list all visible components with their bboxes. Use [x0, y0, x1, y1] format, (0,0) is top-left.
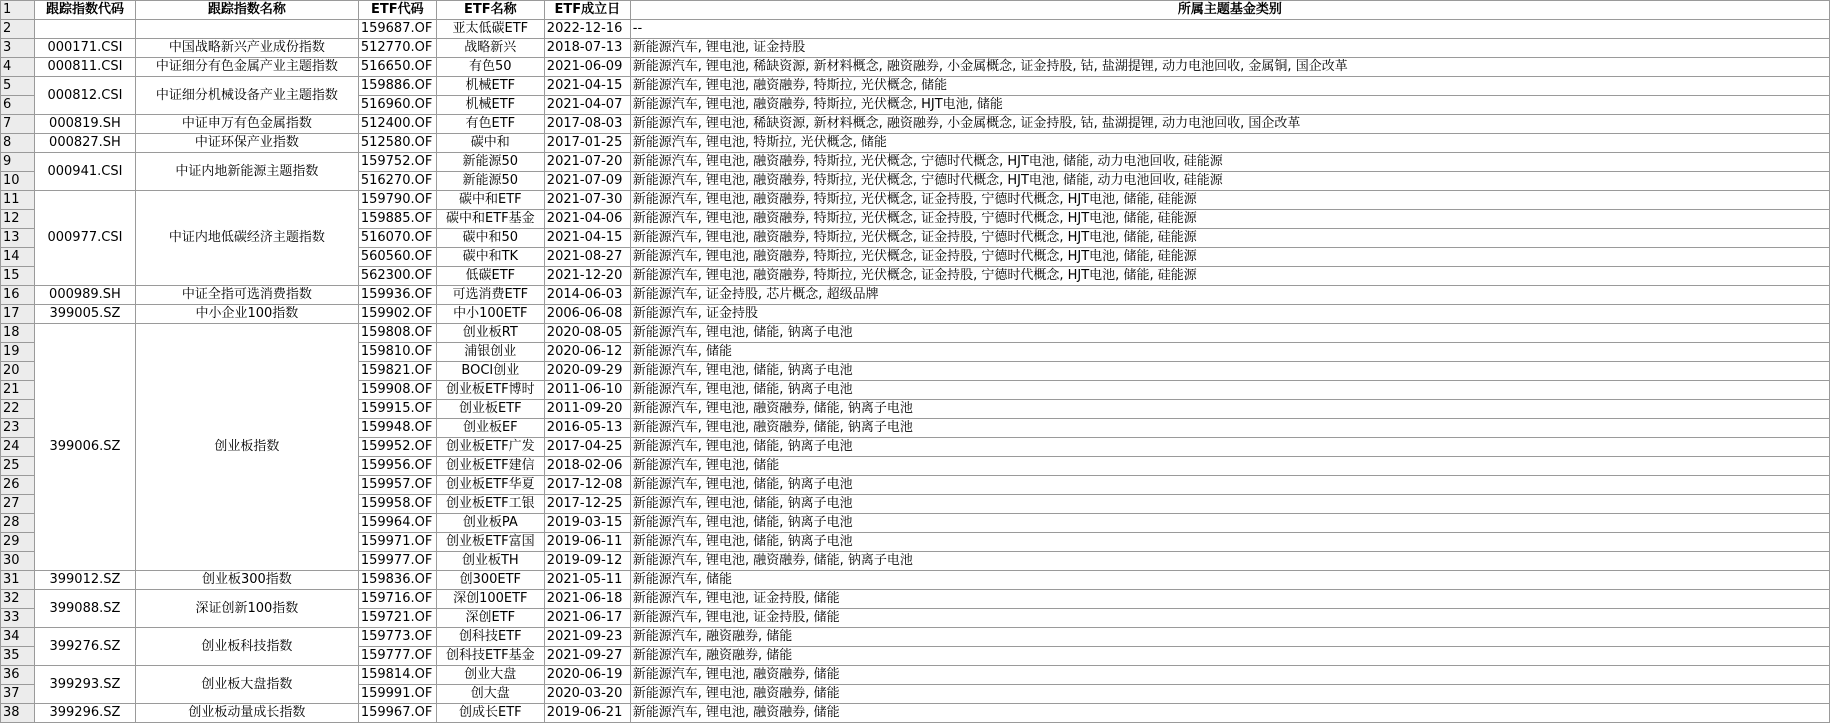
row-number[interactable]: 4: [1, 58, 35, 77]
etf-date-cell[interactable]: 2017-01-25: [544, 134, 630, 153]
index-code-cell[interactable]: 000989.SH: [34, 286, 135, 305]
etf-code-cell[interactable]: 159956.OF: [358, 457, 436, 476]
themes-cell[interactable]: 新能源汽车, 融资融券, 储能: [630, 647, 1829, 666]
etf-name-cell[interactable]: 亚太低碳ETF: [436, 20, 544, 39]
etf-code-cell[interactable]: 516960.OF: [358, 96, 436, 115]
themes-cell[interactable]: 新能源汽车, 锂电池, 融资融券, 储能, 钠离子电池: [630, 400, 1829, 419]
etf-name-cell[interactable]: 碳中和ETF基金: [436, 210, 544, 229]
themes-cell[interactable]: 新能源汽车, 锂电池, 储能, 钠离子电池: [630, 495, 1829, 514]
themes-cell[interactable]: 新能源汽车, 储能: [630, 343, 1829, 362]
etf-name-cell[interactable]: 创业板TH: [436, 552, 544, 571]
row-number[interactable]: 29: [1, 533, 35, 552]
table-row: [1, 704, 1830, 723]
etf-name-cell[interactable]: 创业板PA: [436, 514, 544, 533]
etf-date-cell[interactable]: 2021-06-17: [544, 609, 630, 628]
row-number[interactable]: 23: [1, 419, 35, 438]
table-row: [1, 324, 1830, 343]
index-name-cell[interactable]: 深证创新100指数: [135, 590, 358, 628]
themes-cell[interactable]: 新能源汽车, 锂电池, 稀缺资源, 新材料概念, 融资融券, 小金属概念, 证金持股, 钴, 盐湖提锂, 动力电池回收, 金属铜, 国企改革: [630, 58, 1829, 77]
header-etf-name[interactable]: ETF名称: [436, 1, 544, 20]
etf-name-cell[interactable]: 碳中和: [436, 134, 544, 153]
index-name-cell[interactable]: [135, 20, 358, 39]
themes-cell[interactable]: 新能源汽车, 锂电池, 证金持股, 储能: [630, 609, 1829, 628]
etf-name-cell[interactable]: BOCI创业: [436, 362, 544, 381]
header-index-name[interactable]: 跟踪指数名称: [135, 1, 358, 20]
etf-date-cell[interactable]: 2021-04-15: [544, 229, 630, 248]
etf-code-cell[interactable]: 159936.OF: [358, 286, 436, 305]
row-number[interactable]: 34: [1, 628, 35, 647]
etf-code-cell[interactable]: 560560.OF: [358, 248, 436, 267]
etf-date-cell[interactable]: 2019-09-12: [544, 552, 630, 571]
table-row: [1, 666, 1830, 685]
etf-code-cell[interactable]: 159991.OF: [358, 685, 436, 704]
etf-code-cell[interactable]: 159952.OF: [358, 438, 436, 457]
etf-name-cell[interactable]: 创业板RT: [436, 324, 544, 343]
index-name-cell[interactable]: 中小企业100指数: [135, 305, 358, 324]
index-name-cell[interactable]: 中证内地低碳经济主题指数: [135, 191, 358, 286]
etf-code-cell[interactable]: 562300.OF: [358, 267, 436, 286]
index-code-cell[interactable]: 399012.SZ: [34, 571, 135, 590]
table-row: [1, 286, 1830, 305]
row-number[interactable]: 28: [1, 514, 35, 533]
row-number[interactable]: 18: [1, 324, 35, 343]
row-number[interactable]: 33: [1, 609, 35, 628]
etf-code-cell[interactable]: 159967.OF: [358, 704, 436, 723]
index-code-cell[interactable]: 399006.SZ: [34, 324, 135, 571]
index-name-cell[interactable]: 创业板科技指数: [135, 628, 358, 666]
etf-name-cell[interactable]: 碳中和50: [436, 229, 544, 248]
themes-cell[interactable]: 新能源汽车, 锂电池, 融资融券, 特斯拉, 光伏概念, 储能: [630, 77, 1829, 96]
index-code-cell[interactable]: 000977.CSI: [34, 191, 135, 286]
etf-code-cell[interactable]: 516270.OF: [358, 172, 436, 191]
themes-cell[interactable]: 新能源汽车, 锂电池, 证金持股: [630, 39, 1829, 58]
etf-name-cell[interactable]: 创科技ETF基金: [436, 647, 544, 666]
index-code-cell[interactable]: 000811.CSI: [34, 58, 135, 77]
etf-name-cell[interactable]: 创业板ETF建信: [436, 457, 544, 476]
etf-date-cell[interactable]: 2021-06-18: [544, 590, 630, 609]
index-name-cell[interactable]: 中证申万有色金属指数: [135, 115, 358, 134]
table-row: [1, 58, 1830, 77]
etf-code-cell[interactable]: 159773.OF: [358, 628, 436, 647]
row-number[interactable]: 38: [1, 704, 35, 723]
header-row: [1, 1, 1830, 20]
etf-date-cell[interactable]: 2011-06-10: [544, 381, 630, 400]
etf-date-cell[interactable]: 2019-03-15: [544, 514, 630, 533]
index-name-cell[interactable]: 创业板指数: [135, 324, 358, 571]
table-row: [1, 134, 1830, 153]
etf-name-cell[interactable]: 有色ETF: [436, 115, 544, 134]
index-code-cell[interactable]: 399293.SZ: [34, 666, 135, 704]
row-number[interactable]: 26: [1, 476, 35, 495]
index-name-cell[interactable]: 中证环保产业指数: [135, 134, 358, 153]
etf-name-cell[interactable]: 机械ETF: [436, 96, 544, 115]
etf-date-cell[interactable]: 2020-09-29: [544, 362, 630, 381]
themes-cell[interactable]: 新能源汽车, 锂电池, 融资融券, 特斯拉, 光伏概念, 证金持股, 宁德时代概念, HJT电池, 储能, 硅能源: [630, 267, 1829, 286]
etf-date-cell[interactable]: 2019-06-11: [544, 533, 630, 552]
etf-name-cell[interactable]: 创业板ETF广发: [436, 438, 544, 457]
themes-cell[interactable]: 新能源汽车, 融资融券, 储能: [630, 628, 1829, 647]
row-number[interactable]: 22: [1, 400, 35, 419]
etf-name-cell[interactable]: 创业板ETF博时: [436, 381, 544, 400]
etf-date-cell[interactable]: 2006-06-08: [544, 305, 630, 324]
row-number[interactable]: 8: [1, 134, 35, 153]
table-row: [1, 571, 1830, 590]
row-number[interactable]: 15: [1, 267, 35, 286]
themes-cell[interactable]: 新能源汽车, 锂电池, 融资融券, 特斯拉, 光伏概念, 证金持股, 宁德时代概念, HJT电池, 储能, 硅能源: [630, 229, 1829, 248]
etf-code-cell[interactable]: 159977.OF: [358, 552, 436, 571]
index-code-cell[interactable]: [34, 20, 135, 39]
row-number[interactable]: 3: [1, 39, 35, 58]
etf-date-cell[interactable]: 2021-09-23: [544, 628, 630, 647]
row-number[interactable]: 37: [1, 685, 35, 704]
index-code-cell[interactable]: 399005.SZ: [34, 305, 135, 324]
row-number[interactable]: 16: [1, 286, 35, 305]
themes-cell[interactable]: 新能源汽车, 证金持股, 芯片概念, 超级品牌: [630, 286, 1829, 305]
themes-cell[interactable]: 新能源汽车, 锂电池, 融资融券, 储能: [630, 666, 1829, 685]
etf-name-cell[interactable]: 碳中和ETF: [436, 191, 544, 210]
etf-code-cell[interactable]: 159902.OF: [358, 305, 436, 324]
etf-code-cell[interactable]: 159821.OF: [358, 362, 436, 381]
row-number[interactable]: 2: [1, 20, 35, 39]
index-name-cell[interactable]: 中证细分有色金属产业主题指数: [135, 58, 358, 77]
etf-name-cell[interactable]: 浦银创业: [436, 343, 544, 362]
index-name-cell[interactable]: 创业板动量成长指数: [135, 704, 358, 723]
themes-cell[interactable]: 新能源汽车, 锂电池, 融资融券, 特斯拉, 光伏概念, HJT电池, 储能: [630, 96, 1829, 115]
sheet-body: [1, 1, 1830, 723]
etf-name-cell[interactable]: 创科技ETF: [436, 628, 544, 647]
etf-code-cell[interactable]: 159814.OF: [358, 666, 436, 685]
index-code-cell[interactable]: 000171.CSI: [34, 39, 135, 58]
etf-date-cell[interactable]: 2017-04-25: [544, 438, 630, 457]
etf-date-cell[interactable]: 2014-06-03: [544, 286, 630, 305]
themes-cell[interactable]: 新能源汽车, 锂电池, 储能, 钠离子电池: [630, 533, 1829, 552]
etf-code-cell[interactable]: 159808.OF: [358, 324, 436, 343]
etf-date-cell[interactable]: 2020-06-19: [544, 666, 630, 685]
row-number[interactable]: 25: [1, 457, 35, 476]
etf-date-cell[interactable]: 2022-12-16: [544, 20, 630, 39]
etf-name-cell[interactable]: 创业板EF: [436, 419, 544, 438]
etf-date-cell[interactable]: 2020-08-05: [544, 324, 630, 343]
etf-name-cell[interactable]: 创300ETF: [436, 571, 544, 590]
index-name-cell[interactable]: 创业板300指数: [135, 571, 358, 590]
etf-name-cell[interactable]: 创成长ETF: [436, 704, 544, 723]
themes-cell[interactable]: 新能源汽车, 储能: [630, 571, 1829, 590]
index-code-cell[interactable]: 399088.SZ: [34, 590, 135, 628]
etf-date-cell[interactable]: 2021-05-11: [544, 571, 630, 590]
etf-date-cell[interactable]: 2021-07-20: [544, 153, 630, 172]
etf-date-cell[interactable]: 2021-07-09: [544, 172, 630, 191]
row-number[interactable]: 7: [1, 115, 35, 134]
etf-code-cell[interactable]: 159836.OF: [358, 571, 436, 590]
row-number[interactable]: 36: [1, 666, 35, 685]
themes-cell[interactable]: 新能源汽车, 锂电池, 储能, 钠离子电池: [630, 381, 1829, 400]
etf-code-cell[interactable]: 159885.OF: [358, 210, 436, 229]
etf-date-cell[interactable]: 2021-04-06: [544, 210, 630, 229]
themes-cell[interactable]: 新能源汽车, 锂电池, 融资融券, 储能, 钠离子电池: [630, 419, 1829, 438]
row-number[interactable]: 32: [1, 590, 35, 609]
etf-code-cell[interactable]: 159908.OF: [358, 381, 436, 400]
etf-date-cell[interactable]: 2021-04-15: [544, 77, 630, 96]
index-name-cell[interactable]: 创业板大盘指数: [135, 666, 358, 704]
table-row: [1, 20, 1830, 39]
table-row: [1, 153, 1830, 172]
etf-date-cell[interactable]: 2019-06-21: [544, 704, 630, 723]
themes-cell[interactable]: 新能源汽车, 锂电池, 稀缺资源, 新材料概念, 融资融券, 小金属概念, 证金持股, 钴, 盐湖提锂, 动力电池回收, 国企改革: [630, 115, 1829, 134]
row-number[interactable]: 20: [1, 362, 35, 381]
etf-name-cell[interactable]: 创业板ETF华夏: [436, 476, 544, 495]
etf-code-cell[interactable]: 159790.OF: [358, 191, 436, 210]
etf-name-cell[interactable]: 战略新兴: [436, 39, 544, 58]
etf-code-cell[interactable]: 159971.OF: [358, 533, 436, 552]
etf-name-cell[interactable]: 中小100ETF: [436, 305, 544, 324]
etf-date-cell[interactable]: 2021-09-27: [544, 647, 630, 666]
row-number[interactable]: 35: [1, 647, 35, 666]
row-number[interactable]: 1: [1, 1, 35, 20]
etf-name-cell[interactable]: 新能源50: [436, 153, 544, 172]
themes-cell[interactable]: 新能源汽车, 锂电池, 融资融券, 储能: [630, 704, 1829, 723]
row-number[interactable]: 5: [1, 77, 35, 96]
themes-cell[interactable]: --: [630, 20, 1829, 39]
row-number[interactable]: 10: [1, 172, 35, 191]
etf-date-cell[interactable]: 2017-08-03: [544, 115, 630, 134]
etf-date-cell[interactable]: 2018-02-06: [544, 457, 630, 476]
index-code-cell[interactable]: 000941.CSI: [34, 153, 135, 191]
etf-name-cell[interactable]: 机械ETF: [436, 77, 544, 96]
themes-cell[interactable]: 新能源汽车, 锂电池, 融资融券, 储能, 钠离子电池: [630, 552, 1829, 571]
row-number[interactable]: 27: [1, 495, 35, 514]
etf-date-cell[interactable]: 2021-08-27: [544, 248, 630, 267]
themes-cell[interactable]: 新能源汽车, 锂电池, 储能, 钠离子电池: [630, 514, 1829, 533]
etf-code-cell[interactable]: 516070.OF: [358, 229, 436, 248]
themes-cell[interactable]: 新能源汽车, 锂电池, 储能, 钠离子电池: [630, 476, 1829, 495]
table-row: [1, 305, 1830, 324]
row-number[interactable]: 14: [1, 248, 35, 267]
index-code-cell[interactable]: 399276.SZ: [34, 628, 135, 666]
etf-code-cell[interactable]: 159958.OF: [358, 495, 436, 514]
header-etf-date[interactable]: ETF成立日: [544, 1, 630, 20]
etf-code-cell[interactable]: 159810.OF: [358, 343, 436, 362]
header-etf-code[interactable]: ETF代码: [358, 1, 436, 20]
etf-name-cell[interactable]: 创大盘: [436, 685, 544, 704]
etf-name-cell[interactable]: 有色50: [436, 58, 544, 77]
etf-name-cell[interactable]: 创业板ETF富国: [436, 533, 544, 552]
etf-code-cell[interactable]: 159721.OF: [358, 609, 436, 628]
row-number[interactable]: 13: [1, 229, 35, 248]
etf-code-cell[interactable]: 159915.OF: [358, 400, 436, 419]
etf-code-cell[interactable]: 159957.OF: [358, 476, 436, 495]
etf-code-cell[interactable]: 512770.OF: [358, 39, 436, 58]
index-code-cell[interactable]: 399296.SZ: [34, 704, 135, 723]
etf-code-cell[interactable]: 159886.OF: [358, 77, 436, 96]
themes-cell[interactable]: 新能源汽车, 锂电池, 证金持股, 储能: [630, 590, 1829, 609]
index-code-cell[interactable]: 000819.SH: [34, 115, 135, 134]
table-row: [1, 77, 1830, 96]
etf-date-cell[interactable]: 2021-12-20: [544, 267, 630, 286]
row-number[interactable]: 12: [1, 210, 35, 229]
themes-cell[interactable]: 新能源汽车, 锂电池, 融资融券, 特斯拉, 光伏概念, 宁德时代概念, HJT电池, 储能, 动力电池回收, 硅能源: [630, 172, 1829, 191]
etf-date-cell[interactable]: 2021-07-30: [544, 191, 630, 210]
etf-date-cell[interactable]: 2021-04-07: [544, 96, 630, 115]
etf-name-cell[interactable]: 深创ETF: [436, 609, 544, 628]
etf-name-cell[interactable]: 新能源50: [436, 172, 544, 191]
etf-code-cell[interactable]: 159777.OF: [358, 647, 436, 666]
themes-cell[interactable]: 新能源汽车, 锂电池, 储能, 钠离子电池: [630, 324, 1829, 343]
etf-name-cell[interactable]: 低碳ETF: [436, 267, 544, 286]
etf-code-cell[interactable]: 159752.OF: [358, 153, 436, 172]
index-name-cell[interactable]: 中证内地新能源主题指数: [135, 153, 358, 191]
row-number[interactable]: 11: [1, 191, 35, 210]
etf-date-cell[interactable]: 2017-12-25: [544, 495, 630, 514]
etf-name-cell[interactable]: 可选消费ETF: [436, 286, 544, 305]
etf-date-cell[interactable]: 2016-05-13: [544, 419, 630, 438]
etf-date-cell[interactable]: 2020-06-12: [544, 343, 630, 362]
etf-code-cell[interactable]: 159964.OF: [358, 514, 436, 533]
row-number[interactable]: 24: [1, 438, 35, 457]
themes-cell[interactable]: 新能源汽车, 锂电池, 储能, 钠离子电池: [630, 438, 1829, 457]
themes-cell[interactable]: 新能源汽车, 锂电池, 融资融券, 储能: [630, 685, 1829, 704]
themes-cell[interactable]: 新能源汽车, 锂电池, 融资融券, 特斯拉, 光伏概念, 宁德时代概念, HJT电池, 储能, 动力电池回收, 硅能源: [630, 153, 1829, 172]
table-row: [1, 628, 1830, 647]
etf-date-cell[interactable]: 2020-03-20: [544, 685, 630, 704]
etf-date-cell[interactable]: 2021-06-09: [544, 58, 630, 77]
etf-name-cell[interactable]: 深创100ETF: [436, 590, 544, 609]
row-number[interactable]: 17: [1, 305, 35, 324]
etf-code-cell[interactable]: 159716.OF: [358, 590, 436, 609]
index-name-cell[interactable]: 中证全指可选消费指数: [135, 286, 358, 305]
themes-cell[interactable]: 新能源汽车, 锂电池, 储能, 钠离子电池: [630, 362, 1829, 381]
etf-name-cell[interactable]: 碳中和TK: [436, 248, 544, 267]
themes-cell[interactable]: 新能源汽车, 锂电池, 融资融券, 特斯拉, 光伏概念, 证金持股, 宁德时代概念, HJT电池, 储能, 硅能源: [630, 191, 1829, 210]
etf-date-cell[interactable]: 2018-07-13: [544, 39, 630, 58]
themes-cell[interactable]: 新能源汽车, 锂电池, 特斯拉, 光伏概念, 储能: [630, 134, 1829, 153]
table-row: [1, 590, 1830, 609]
row-number[interactable]: 9: [1, 153, 35, 172]
index-code-cell[interactable]: 000827.SH: [34, 134, 135, 153]
row-number[interactable]: 19: [1, 343, 35, 362]
index-name-cell[interactable]: 中证细分机械设备产业主题指数: [135, 77, 358, 115]
table-row: [1, 39, 1830, 58]
table-row: [1, 115, 1830, 134]
themes-cell[interactable]: 新能源汽车, 锂电池, 融资融券, 特斯拉, 光伏概念, 证金持股, 宁德时代概念, HJT电池, 储能, 硅能源: [630, 248, 1829, 267]
etf-date-cell[interactable]: 2011-09-20: [544, 400, 630, 419]
etf-code-cell[interactable]: 516650.OF: [358, 58, 436, 77]
etf-name-cell[interactable]: 创业板ETF: [436, 400, 544, 419]
header-themes[interactable]: 所属主题基金类别: [630, 1, 1829, 20]
etf-name-cell[interactable]: 创业板ETF工银: [436, 495, 544, 514]
etf-code-cell[interactable]: 512580.OF: [358, 134, 436, 153]
row-number[interactable]: 6: [1, 96, 35, 115]
index-name-cell[interactable]: 中国战略新兴产业成份指数: [135, 39, 358, 58]
row-number[interactable]: 31: [1, 571, 35, 590]
etf-name-cell[interactable]: 创业大盘: [436, 666, 544, 685]
themes-cell[interactable]: 新能源汽车, 证金持股: [630, 305, 1829, 324]
row-number[interactable]: 30: [1, 552, 35, 571]
etf-code-cell[interactable]: 159687.OF: [358, 20, 436, 39]
etf-code-cell[interactable]: 512400.OF: [358, 115, 436, 134]
themes-cell[interactable]: 新能源汽车, 锂电池, 储能: [630, 457, 1829, 476]
row-number[interactable]: 21: [1, 381, 35, 400]
etf-code-cell[interactable]: 159948.OF: [358, 419, 436, 438]
table-row: [1, 191, 1830, 210]
index-code-cell[interactable]: 000812.CSI: [34, 77, 135, 115]
themes-cell[interactable]: 新能源汽车, 锂电池, 融资融券, 特斯拉, 光伏概念, 证金持股, 宁德时代概念, HJT电池, 储能, 硅能源: [630, 210, 1829, 229]
header-index-code[interactable]: 跟踪指数代码: [34, 1, 135, 20]
etf-date-cell[interactable]: 2017-12-08: [544, 476, 630, 495]
